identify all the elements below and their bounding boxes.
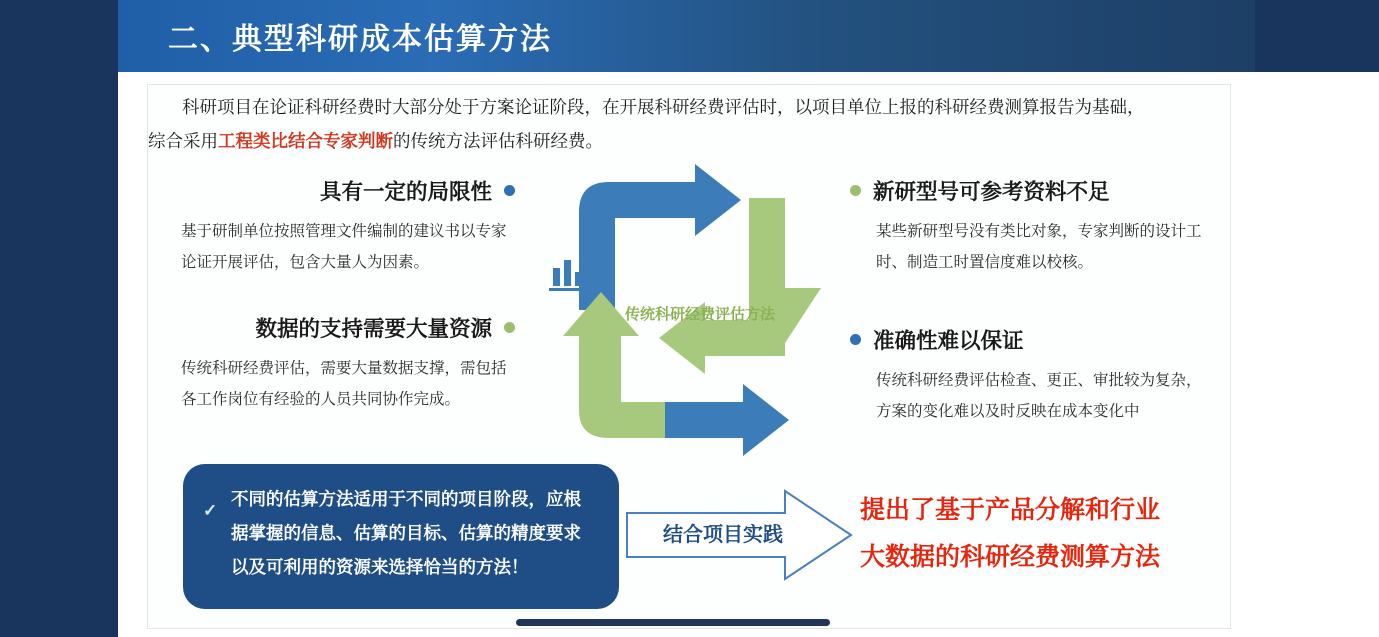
horizontal-scrollbar[interactable]	[516, 619, 830, 626]
right-block-1	[850, 175, 1210, 278]
intro-line-1	[148, 90, 1238, 124]
left-block-1	[175, 175, 515, 278]
intro-text-1: 科研项目在论证科研经费时大部分处于方案论证阶段，在开展科研经费评估时，以项目单位上报的科研经费测算报告为基础，	[182, 97, 1145, 117]
cycle-center-label: 传统科研经费评估方法	[624, 306, 775, 323]
right-column	[850, 175, 1210, 473]
left-block-1-head	[175, 175, 515, 206]
bullet-dot-icon	[504, 185, 515, 196]
summary-callout-text: 不同的估算方法适用于不同的项目阶段，应根据掌握的信息、估算的目标、估算的精度要求以及可利用的资源来选择恰当的方法！	[231, 489, 581, 577]
conclusion-line-1: 提出了基于产品分解和行业	[860, 496, 1161, 524]
right-block-2-body: 传统科研经费评估检查、更正、审批较为复杂，方案的变化难以及时反映在成本变化中	[876, 372, 1202, 420]
intro-text-2-post: 的传统方法评估科研经费。	[393, 131, 603, 151]
left-column	[175, 175, 515, 437]
bar-chart-icon	[545, 252, 855, 292]
left-block-1-body: 基于研制单位按照管理文件编制的建议书以专家论证开展评估，包含大量人为因素。	[181, 223, 507, 271]
right-edge-bar	[1255, 0, 1379, 72]
right-block-2-heading: 准确性难以保证	[873, 329, 1024, 353]
right-block-2-head	[850, 324, 1210, 355]
intro-text-2-pre: 综合采用	[148, 131, 218, 151]
left-block-2-head	[175, 312, 515, 343]
left-block-2-heading: 数据的支持需要大量资源	[255, 317, 492, 341]
right-block-1-heading: 新研型号可参考资料不足	[873, 180, 1110, 204]
bullet-dot-icon	[504, 322, 515, 333]
summary-callout	[183, 464, 619, 609]
page-title: 二、典型科研成本估算方法	[168, 23, 552, 56]
left-block-1-heading: 具有一定的局限性	[319, 180, 492, 204]
intro-highlight: 工程类比结合专家判断	[218, 131, 393, 151]
cycle-diagram	[545, 160, 855, 460]
left-block-2-body: 传统科研经费评估，需要大量数据支撑，需包括各工作岗位有经验的人员共同协作完成。	[181, 360, 507, 408]
right-block-1-body: 某些新研型号没有类比对象，专家判断的设计工时、制造工时置信度难以校核。	[876, 223, 1202, 271]
bullet-dot-icon	[850, 185, 861, 196]
left-block-2	[175, 312, 515, 415]
transition-arrow	[625, 487, 860, 583]
right-block-1-head	[850, 175, 1210, 206]
intro-line-2	[148, 124, 1238, 158]
transition-arrow-label: 结合项目实践	[663, 524, 783, 546]
left-edge-bar	[0, 0, 118, 637]
conclusion-line-2: 大数据的科研经费测算方法	[860, 543, 1161, 571]
right-block-2	[850, 324, 1210, 427]
conclusion-text	[860, 487, 1230, 581]
check-icon: ✓	[203, 501, 218, 520]
slide-title-banner	[118, 0, 1255, 72]
bullet-dot-icon	[850, 334, 861, 345]
intro-paragraph	[148, 90, 1238, 158]
